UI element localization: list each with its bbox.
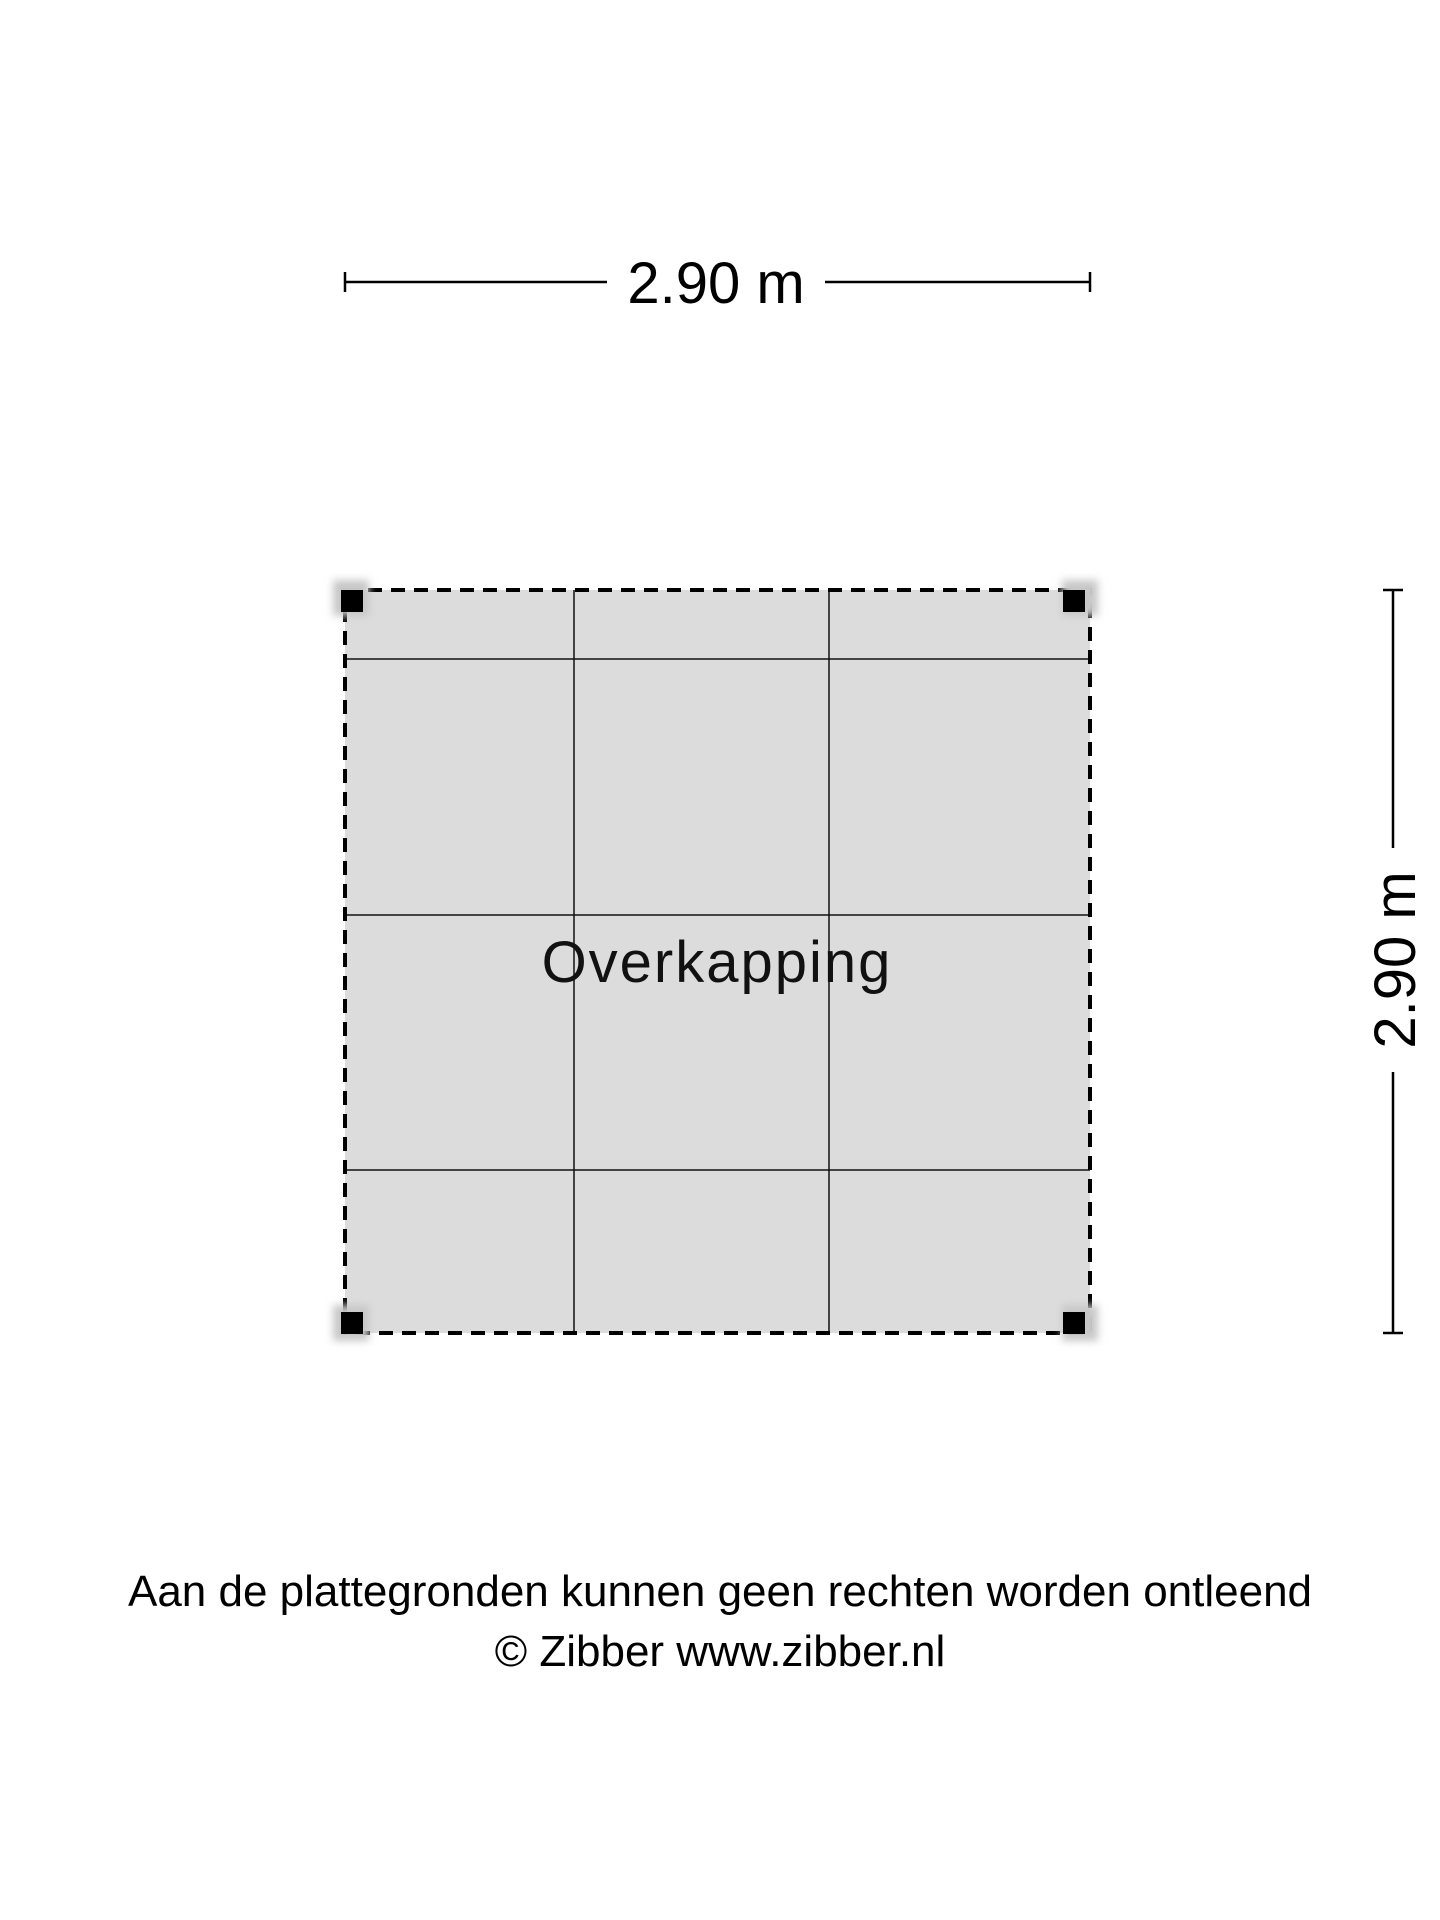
disclaimer-text: Aan de plattegronden kunnen geen rechten worden ontleend: [127, 1567, 1313, 1616]
post-top-left: [341, 590, 363, 612]
copyright-text: © Zibber www.zibber.nl: [494, 1627, 946, 1676]
width-dimension-label: 2.90 m: [627, 251, 805, 316]
room-label: Overkapping: [541, 930, 893, 995]
post-bottom-right: [1063, 1312, 1085, 1334]
height-dimension-label: 2.90 m: [1363, 871, 1428, 1049]
post-top-right: [1063, 590, 1085, 612]
width-dimension: [345, 251, 1090, 316]
post-bottom-left: [341, 1312, 363, 1334]
height-dimension: [1363, 590, 1428, 1333]
room-overkapping: [333, 580, 1098, 1341]
